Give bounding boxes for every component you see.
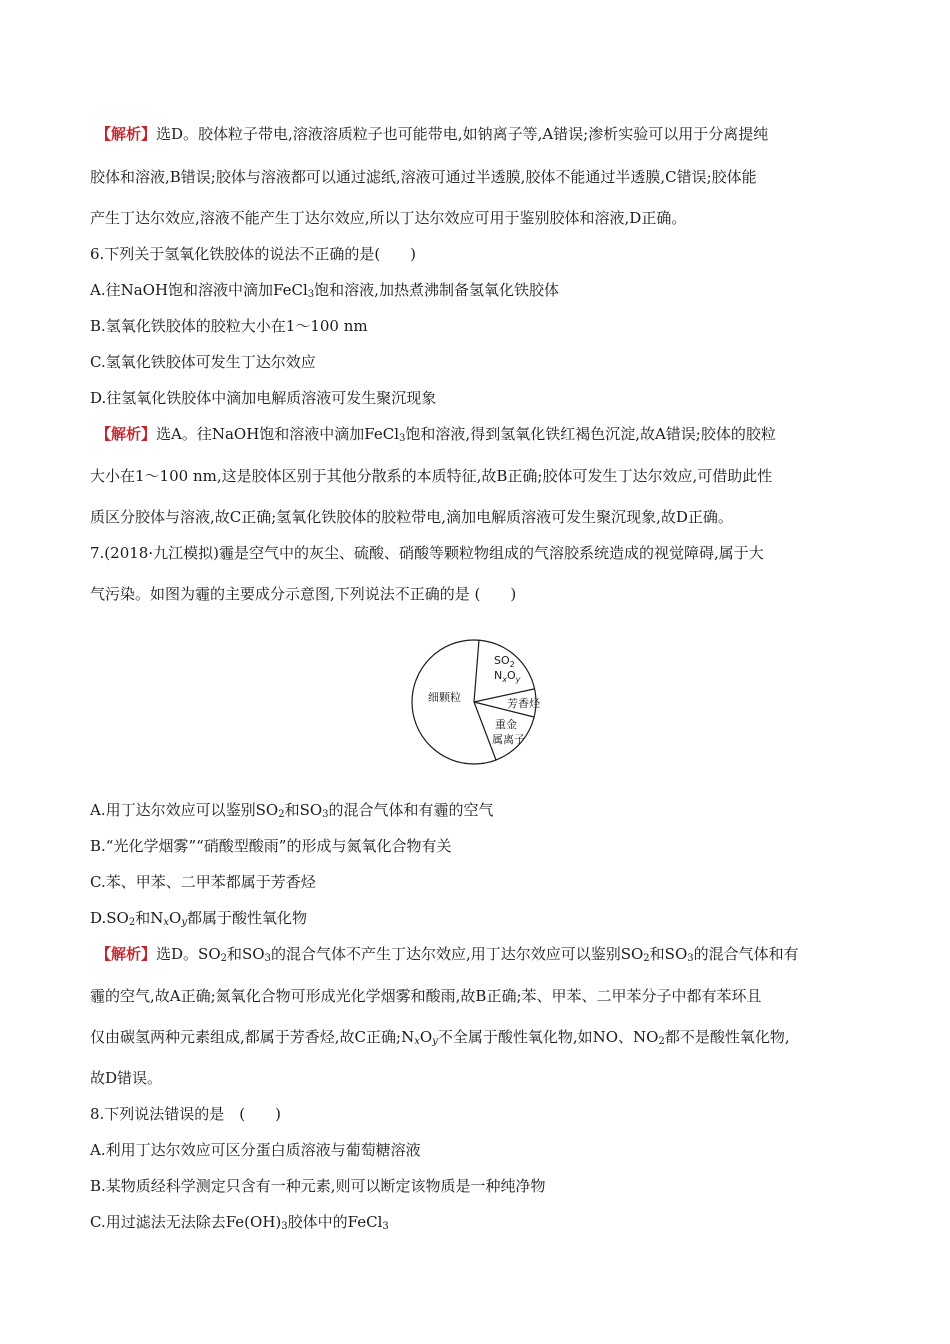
q8-option-a: A.利用丁达尔效应可区分蛋白质溶液与葡萄糖溶液 [90, 1141, 421, 1159]
q5-analysis-line-1: 【解析】选D。胶体粒子带电,溶液溶质粒子也可能带电,如钠离子等,A错误;渗析实验可以用于分离提纯 [96, 125, 769, 143]
label-heavy-metal-2: 属离子 [492, 733, 525, 746]
label-heavy-metal-1: 重金 [495, 718, 517, 731]
q7-stem-line-2: 气污染。如图为霾的主要成分示意图,下列说法不正确的是 ( ) [90, 585, 517, 603]
q6-analysis-line-1: 【解析】选A。往NaOH饱和溶液中滴加FeCl$_3$饱和溶液,得到氢氧化铁红褐色沉淀,故A错误;胶体的胶粒 [96, 425, 776, 444]
q7-stem-line-1: 7.(2018·九江模拟)霾是空气中的灰尘、硫酸、硝酸等颗粒物组成的气溶胶系统造成的视觉障碍,属于大 [90, 544, 764, 562]
q7-analysis-line-2: 霾的空气,故A正确;氮氧化合物可形成光化学烟雾和酸雨,故B正确;苯、甲苯、二甲苯分子中都有苯环且 [90, 987, 762, 1005]
q7-analysis-line-4: 故D错误。 [90, 1069, 163, 1087]
q7-analysis-line-1: 【解析】选D。$SO_2$和$SO_3$的混合气体不产生丁达尔效应,用丁达尔效应可以鉴别$SO_2$和$SO_3$的混合气体和有 [96, 945, 799, 964]
q6-analysis-line-3: 质区分胶体与溶液,故C正确;氢氧化铁胶体的胶粒带电,滴加电解质溶液可发生聚沉现象,故D正确。 [90, 508, 733, 526]
analysis-tag: 【解析】 [96, 945, 157, 963]
label-so2: $SO_2$ [494, 654, 515, 669]
q7-option-d: $D.SO_2$和$N_xO_y$都属于酸性氧化物 [90, 909, 307, 928]
q5-analysis-line-3: 产生丁达尔效应,溶液不能产生丁达尔效应,所以丁达尔效应可用于鉴别胶体和溶液,D正确。 [90, 209, 687, 227]
q6-option-d: D.往氢氧化铁胶体中滴加电解质溶液可发生聚沉现象 [90, 389, 437, 407]
q6-option-c: C.氢氧化铁胶体可发生丁达尔效应 [90, 353, 316, 371]
q6-stem: 6.下列关于氢氧化铁胶体的说法不正确的是( ) [90, 245, 417, 263]
label-aromatic: 芳香烃 [507, 697, 540, 710]
q8-stem: 8.下列说法错误的是 ( ) [90, 1105, 282, 1123]
q7-option-b: B.“光化学烟雾”“硝酸型酸雨”的形成与氮氧化合物有关 [90, 837, 452, 855]
q6-option-b: B.氢氧化铁胶体的胶粒大小在1～100 nm [90, 317, 368, 335]
haze-composition-diagram [406, 637, 566, 767]
q7-option-a: A.用丁达尔效应可以鉴别$SO_2$和$SO_3$的混合气体和有霾的空气 [90, 801, 494, 820]
q7-analysis-line-3: 仅由碳氢两种元素组成,都属于芳香烃,故C正确$;N_xO_y$不全属于酸性氧化物,如NO、$NO_2$都不是酸性氧化物, [90, 1028, 790, 1047]
label-fine-particles: 细颗粒 [428, 691, 461, 704]
label-nxoy: $N_xO_y$ [494, 669, 521, 684]
q5-analysis-line-2: 胶体和溶液,B错误;胶体与溶液都可以通过滤纸,溶液可通过半透膜,胶体不能通过半透膜,C错误;胶体能 [90, 168, 757, 186]
q8-option-b: B.某物质经科学测定只含有一种元素,则可以断定该物质是一种纯净物 [90, 1177, 546, 1195]
q6-analysis-line-2: 大小在1～100 nm,这是胶体区别于其他分散系的本质特征,故B正确;胶体可发生丁达尔效应,可借助此性 [90, 467, 773, 485]
q6-option-a: A.往NaOH饱和溶液中滴加FeCl$_3$饱和溶液,加热煮沸制备氢氧化铁胶体 [90, 281, 559, 300]
analysis-tag: 【解析】 [96, 425, 157, 443]
q8-option-c: C.用过滤法无法除去$Fe(OH)_3$胶体中的FeCl$_3$ [90, 1213, 389, 1232]
analysis-tag: 【解析】 [96, 125, 157, 143]
q7-option-c: C.苯、甲苯、二甲苯都属于芳香烃 [90, 873, 316, 891]
